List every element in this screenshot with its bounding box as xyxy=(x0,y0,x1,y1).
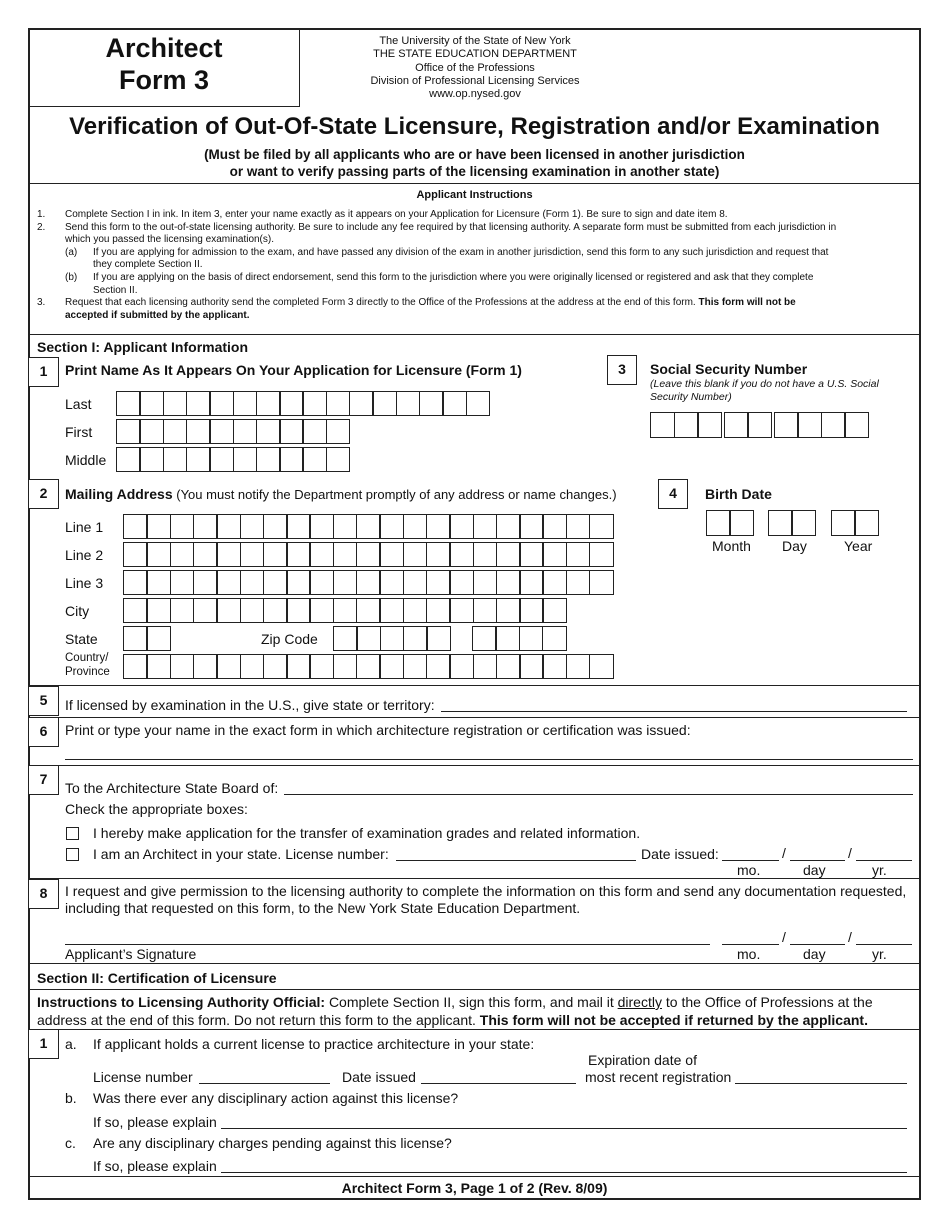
divider xyxy=(28,1176,921,1177)
item-b-label: b. xyxy=(65,1090,77,1106)
char-box[interactable] xyxy=(240,598,265,623)
char-box[interactable] xyxy=(116,447,141,472)
zip-code-label: Zip Code xyxy=(261,631,318,647)
instructions-list xyxy=(37,209,917,322)
yr-label: yr. xyxy=(872,862,887,878)
char-box[interactable] xyxy=(449,598,474,623)
char-box[interactable] xyxy=(831,510,856,536)
char-box[interactable] xyxy=(449,514,474,539)
char-box[interactable] xyxy=(650,412,675,438)
item-number-7: 7 xyxy=(28,765,59,795)
birth-day-label: Day xyxy=(782,538,807,554)
char-box[interactable] xyxy=(146,598,171,623)
char-box[interactable] xyxy=(193,542,218,567)
date-issued-line[interactable] xyxy=(421,1083,576,1084)
date-issued-label: Date issued xyxy=(342,1069,416,1085)
char-box[interactable] xyxy=(349,391,374,416)
char-box[interactable] xyxy=(519,654,544,679)
char-box[interactable] xyxy=(372,391,397,416)
char-box[interactable] xyxy=(123,514,148,539)
date-separator: / xyxy=(782,845,786,861)
char-box[interactable] xyxy=(396,391,421,416)
char-box[interactable] xyxy=(379,598,404,623)
char-box[interactable] xyxy=(542,626,567,651)
signature-line[interactable] xyxy=(65,944,710,945)
footer-text: Architect Form 3, Page 1 of 2 (Rev. 8/09) xyxy=(341,1180,608,1196)
char-box[interactable] xyxy=(263,598,288,623)
char-box[interactable] xyxy=(379,514,404,539)
divider xyxy=(28,685,921,686)
item-c-label: c. xyxy=(65,1135,76,1151)
explain-c-line[interactable] xyxy=(221,1172,907,1173)
char-box[interactable] xyxy=(216,542,241,567)
char-box[interactable] xyxy=(186,447,211,472)
char-box[interactable] xyxy=(419,391,444,416)
char-box[interactable] xyxy=(233,391,258,416)
char-box[interactable] xyxy=(519,626,544,651)
char-box[interactable] xyxy=(263,570,288,595)
expiration-date-line[interactable] xyxy=(735,1083,907,1084)
char-box[interactable] xyxy=(256,391,281,416)
char-box[interactable] xyxy=(356,542,381,567)
instructions-heading: Applicant Instructions xyxy=(416,189,533,201)
day-label: day xyxy=(803,862,826,878)
char-box[interactable] xyxy=(449,542,474,567)
char-box[interactable] xyxy=(379,542,404,567)
date-separator: / xyxy=(848,929,852,945)
char-box[interactable] xyxy=(333,626,358,651)
date-issued-month-line[interactable] xyxy=(722,860,779,861)
char-box[interactable] xyxy=(426,654,451,679)
char-box[interactable] xyxy=(473,542,498,567)
char-box[interactable] xyxy=(186,419,211,444)
divider xyxy=(28,878,921,879)
char-box[interactable] xyxy=(170,570,195,595)
char-box[interactable] xyxy=(286,514,311,539)
char-box[interactable] xyxy=(216,570,241,595)
item-number-4: 4 xyxy=(658,479,688,509)
char-box[interactable] xyxy=(302,419,327,444)
char-box[interactable] xyxy=(279,447,304,472)
char-box[interactable] xyxy=(473,654,498,679)
char-box[interactable] xyxy=(233,447,258,472)
divider xyxy=(28,765,921,766)
item5-text: If licensed by examination in the U.S., give state or territory: xyxy=(65,697,435,713)
address-line1-label: Line 1 xyxy=(65,519,104,535)
char-box[interactable] xyxy=(216,654,241,679)
date-separator: / xyxy=(848,845,852,861)
char-box[interactable] xyxy=(403,570,428,595)
char-box[interactable] xyxy=(170,514,195,539)
char-box[interactable] xyxy=(263,654,288,679)
license-number-label: License number xyxy=(93,1069,193,1085)
char-box[interactable] xyxy=(589,542,614,567)
divider xyxy=(28,963,921,964)
char-box[interactable] xyxy=(123,542,148,567)
country-label: Country/ Province xyxy=(65,652,110,678)
char-box[interactable] xyxy=(163,447,188,472)
char-box[interactable] xyxy=(379,570,404,595)
char-box[interactable] xyxy=(209,391,234,416)
char-box[interactable] xyxy=(379,654,404,679)
char-box[interactable] xyxy=(286,570,311,595)
char-box[interactable] xyxy=(170,598,195,623)
divider xyxy=(28,334,921,335)
char-box[interactable] xyxy=(193,598,218,623)
char-box[interactable] xyxy=(279,391,304,416)
char-box[interactable] xyxy=(333,514,358,539)
char-box[interactable] xyxy=(233,419,258,444)
char-box[interactable] xyxy=(589,654,614,679)
item-c-text: Are any disciplinary charges pending against this license? xyxy=(93,1135,452,1151)
char-box[interactable] xyxy=(286,598,311,623)
char-box[interactable] xyxy=(326,391,351,416)
char-box[interactable] xyxy=(473,514,498,539)
char-box[interactable] xyxy=(403,514,428,539)
char-box[interactable] xyxy=(844,412,869,438)
char-box[interactable] xyxy=(496,542,521,567)
ssn-heading: Social Security Number xyxy=(650,361,808,377)
section2-instructions: Instructions to Licensing Authority Official: Complete Section II, sign this form, and mail it directly to the Office of Professions at the address at the end of this form. Do not return this form to the applicant. This form will not be accepted if returned by the applicant. xyxy=(37,994,873,1028)
char-box[interactable] xyxy=(146,542,171,567)
signature-day-line[interactable] xyxy=(790,944,845,945)
char-box[interactable] xyxy=(426,598,451,623)
item-number-1: 1 xyxy=(28,357,59,387)
char-box[interactable] xyxy=(123,654,148,679)
checkbox2-label: I am an Architect in your state. License number: xyxy=(93,846,389,862)
char-box[interactable] xyxy=(263,514,288,539)
char-box[interactable] xyxy=(542,542,567,567)
last-name-label: Last xyxy=(65,396,92,412)
char-box[interactable] xyxy=(697,412,722,438)
char-box[interactable] xyxy=(123,626,148,651)
section1-heading: Section I: Applicant Information xyxy=(37,339,249,355)
char-box[interactable] xyxy=(768,510,793,536)
char-box[interactable] xyxy=(472,626,497,651)
char-box[interactable] xyxy=(356,570,381,595)
item7-check-text: Check the appropriate boxes: xyxy=(65,801,248,817)
char-box[interactable] xyxy=(854,510,879,536)
day-label: day xyxy=(803,946,826,962)
instruction-item: 3. Request that each licensing authority send the completed Form 3 directly to the Office of the Professions at the address at the end of this form. This form will not be accepted if submitted by the applicant. xyxy=(37,297,796,321)
char-box[interactable] xyxy=(426,570,451,595)
licensed-architect-checkbox[interactable] xyxy=(66,848,79,861)
item-number-2: 2 xyxy=(28,479,59,509)
char-box[interactable] xyxy=(170,654,195,679)
char-box[interactable] xyxy=(496,598,521,623)
char-box[interactable] xyxy=(821,412,846,438)
char-box[interactable] xyxy=(442,391,467,416)
item-number-6: 6 xyxy=(28,717,59,747)
char-box[interactable] xyxy=(426,514,451,539)
char-box[interactable] xyxy=(240,654,265,679)
name-heading: Print Name As It Appears On Your Application for Licensure (Form 1) xyxy=(65,362,522,378)
char-box[interactable] xyxy=(123,570,148,595)
char-box[interactable] xyxy=(473,598,498,623)
middle-name-label: Middle xyxy=(65,452,107,468)
char-box[interactable] xyxy=(240,514,265,539)
registered-name-line[interactable] xyxy=(65,759,913,760)
char-box[interactable] xyxy=(589,514,614,539)
char-box[interactable] xyxy=(519,542,544,567)
char-box[interactable] xyxy=(747,412,772,438)
section2-item-number-1: 1 xyxy=(28,1029,59,1059)
char-box[interactable] xyxy=(519,570,544,595)
city-label: City xyxy=(65,603,90,619)
signature-year-line[interactable] xyxy=(856,944,912,945)
char-box[interactable] xyxy=(791,510,816,536)
instruction-item: 1. Complete Section I in ink. In item 3, enter your name exactly as it appears on your Application for Licensure (Form 1). Be sure to sign and date item 8. xyxy=(37,209,728,220)
char-box[interactable] xyxy=(286,654,311,679)
char-box[interactable] xyxy=(286,542,311,567)
char-box[interactable] xyxy=(774,412,799,438)
char-box[interactable] xyxy=(674,412,699,438)
char-box[interactable] xyxy=(333,570,358,595)
char-box[interactable] xyxy=(163,391,188,416)
char-box[interactable] xyxy=(519,598,544,623)
date-issued-day-line[interactable] xyxy=(790,860,845,861)
mo-label: mo. xyxy=(737,862,761,878)
ssn-note: (Leave this blank if you do not have a U.S. Social Security Number) xyxy=(650,378,879,403)
main-title: Verification of Out-Of-State Licensure, Registration and/or Examination xyxy=(69,113,880,140)
char-box[interactable] xyxy=(116,391,141,416)
char-box[interactable] xyxy=(256,447,281,472)
license-number-line[interactable] xyxy=(396,860,636,861)
char-box[interactable] xyxy=(146,570,171,595)
char-box[interactable] xyxy=(256,419,281,444)
char-box[interactable] xyxy=(356,626,381,651)
state-territory-line[interactable] xyxy=(441,711,907,712)
subtitle: (Must be filed by all applicants who are or have been licensed in another jurisdiction or want to verify passing parts of the licensing examination in another state) xyxy=(204,147,745,179)
char-box[interactable] xyxy=(139,419,164,444)
char-box[interactable] xyxy=(519,514,544,539)
char-box[interactable] xyxy=(302,447,327,472)
explain-b-label: If so, please explain xyxy=(93,1114,217,1130)
char-box[interactable] xyxy=(309,654,334,679)
yr-label: yr. xyxy=(872,946,887,962)
item-number-3: 3 xyxy=(607,355,637,385)
char-box[interactable] xyxy=(449,654,474,679)
item6-text: Print or type your name in the exact form in which architecture registration or certification was issued: xyxy=(65,722,691,738)
explain-b-line[interactable] xyxy=(221,1128,907,1129)
char-box[interactable] xyxy=(542,598,567,623)
item-number-8: 8 xyxy=(28,879,59,909)
char-box[interactable] xyxy=(356,514,381,539)
item-number-5: 5 xyxy=(28,686,59,716)
char-box[interactable] xyxy=(146,626,171,651)
expiration-label-line2: most recent registration xyxy=(585,1069,732,1085)
char-box[interactable] xyxy=(466,391,491,416)
char-box[interactable] xyxy=(116,419,141,444)
char-box[interactable] xyxy=(449,570,474,595)
char-box[interactable] xyxy=(146,514,171,539)
char-box[interactable] xyxy=(403,598,428,623)
first-name-label: First xyxy=(65,424,93,440)
char-box[interactable] xyxy=(403,654,428,679)
char-box[interactable] xyxy=(356,654,381,679)
item8-text: I request and give permission to the licensing authority to complete the information on this form and send any documentation requested, including that requested on this form, to the New York State Education Department. xyxy=(65,883,907,916)
birth-date-heading: Birth Date xyxy=(705,486,772,502)
char-box[interactable] xyxy=(163,419,188,444)
char-box[interactable] xyxy=(589,570,614,595)
char-box[interactable] xyxy=(566,514,591,539)
char-box[interactable] xyxy=(240,570,265,595)
char-box[interactable] xyxy=(566,542,591,567)
char-box[interactable] xyxy=(496,570,521,595)
instruction-item: 2. Send this form to the out-of-state licensing authority. Be sure to include any fee required by that licensing authority. A separate form must be submitted from each jurisdiction in which you passed the licensing examination(s). xyxy=(37,221,837,246)
item7-board-text: To the Architecture State Board of: xyxy=(65,780,279,796)
char-box[interactable] xyxy=(193,570,218,595)
char-box[interactable] xyxy=(193,514,218,539)
birth-year-label: Year xyxy=(844,538,873,554)
char-box[interactable] xyxy=(333,598,358,623)
state-board-line[interactable] xyxy=(284,794,913,795)
instruction-subitem: (b) If you are applying on the basis of direct endorsement, send this form to the jurisdiction where you were originally licensed or registered and ask that they complete Section II. xyxy=(65,271,814,296)
char-box[interactable] xyxy=(302,391,327,416)
char-box[interactable] xyxy=(309,598,334,623)
divider xyxy=(28,717,921,718)
char-box[interactable] xyxy=(706,510,731,536)
char-box[interactable] xyxy=(123,598,148,623)
char-box[interactable] xyxy=(209,447,234,472)
agency-block: The University of the State of New York THE STATE EDUCATION DEPARTMENT Office of the Professions Division of Professional Licensing Services www.op.nysed.gov xyxy=(370,35,580,101)
mo-label: mo. xyxy=(737,946,761,962)
char-box[interactable] xyxy=(542,514,567,539)
signature-label: Applicant’s Signature xyxy=(65,946,197,962)
char-box[interactable] xyxy=(403,626,428,651)
date-issued-year-line[interactable] xyxy=(856,860,912,861)
char-box[interactable] xyxy=(356,598,381,623)
char-box[interactable] xyxy=(724,412,749,438)
char-box[interactable] xyxy=(333,542,358,567)
char-box[interactable] xyxy=(216,598,241,623)
address-line3-label: Line 3 xyxy=(65,575,104,591)
signature-month-line[interactable] xyxy=(722,944,779,945)
char-box[interactable] xyxy=(403,542,428,567)
char-box[interactable] xyxy=(496,654,521,679)
char-box[interactable] xyxy=(380,626,405,651)
char-box[interactable] xyxy=(797,412,822,438)
char-box[interactable] xyxy=(495,626,520,651)
char-box[interactable] xyxy=(496,514,521,539)
char-box[interactable] xyxy=(240,542,265,567)
char-box[interactable] xyxy=(209,419,234,444)
char-box[interactable] xyxy=(193,654,218,679)
instruction-subitem: (a) If you are applying for admission to the exam, and have passed any division of the exam in another jurisdiction, send this form to any such jurisdiction and request that they complete Section II. xyxy=(65,246,829,271)
char-box[interactable] xyxy=(566,654,591,679)
char-box[interactable] xyxy=(326,447,351,472)
item-b-text: Was there ever any disciplinary action against this license? xyxy=(93,1090,459,1106)
char-box[interactable] xyxy=(473,570,498,595)
expiration-label-line1: Expiration date of xyxy=(588,1052,697,1068)
date-issued-label: Date issued: xyxy=(641,846,719,862)
transfer-grades-checkbox[interactable] xyxy=(66,827,79,840)
date-separator: / xyxy=(782,929,786,945)
item-a-text: If applicant holds a current license to practice architecture in your state: xyxy=(93,1036,535,1052)
char-box[interactable] xyxy=(263,542,288,567)
char-box[interactable] xyxy=(566,570,591,595)
divider xyxy=(28,183,921,184)
char-box[interactable] xyxy=(333,654,358,679)
checkbox1-label: I hereby make application for the transfer of examination grades and related information. xyxy=(93,825,641,841)
state-label: State xyxy=(65,631,98,647)
char-box[interactable] xyxy=(279,419,304,444)
section2-heading: Section II: Certification of Licensure xyxy=(37,970,277,986)
char-box[interactable] xyxy=(426,542,451,567)
char-box[interactable] xyxy=(309,570,334,595)
char-box[interactable] xyxy=(216,514,241,539)
license-number-line[interactable] xyxy=(199,1083,330,1084)
mailing-heading: Mailing Address (You must notify the Department promptly of any address or name changes.) xyxy=(65,486,617,502)
divider xyxy=(28,1029,921,1030)
explain-c-label: If so, please explain xyxy=(93,1158,217,1174)
char-box[interactable] xyxy=(139,447,164,472)
char-box[interactable] xyxy=(729,510,754,536)
char-box[interactable] xyxy=(170,542,195,567)
char-box[interactable] xyxy=(186,391,211,416)
char-box[interactable] xyxy=(326,419,351,444)
char-box[interactable] xyxy=(542,570,567,595)
char-box[interactable] xyxy=(309,514,334,539)
char-box[interactable] xyxy=(542,654,567,679)
char-box[interactable] xyxy=(146,654,171,679)
char-box[interactable] xyxy=(426,626,451,651)
birth-month-label: Month xyxy=(712,538,751,554)
item-a-label: a. xyxy=(65,1036,77,1052)
form-title: Architect Form 3 xyxy=(105,33,223,95)
char-box[interactable] xyxy=(139,391,164,416)
char-box[interactable] xyxy=(309,542,334,567)
divider xyxy=(28,989,921,990)
address-line2-label: Line 2 xyxy=(65,547,104,563)
